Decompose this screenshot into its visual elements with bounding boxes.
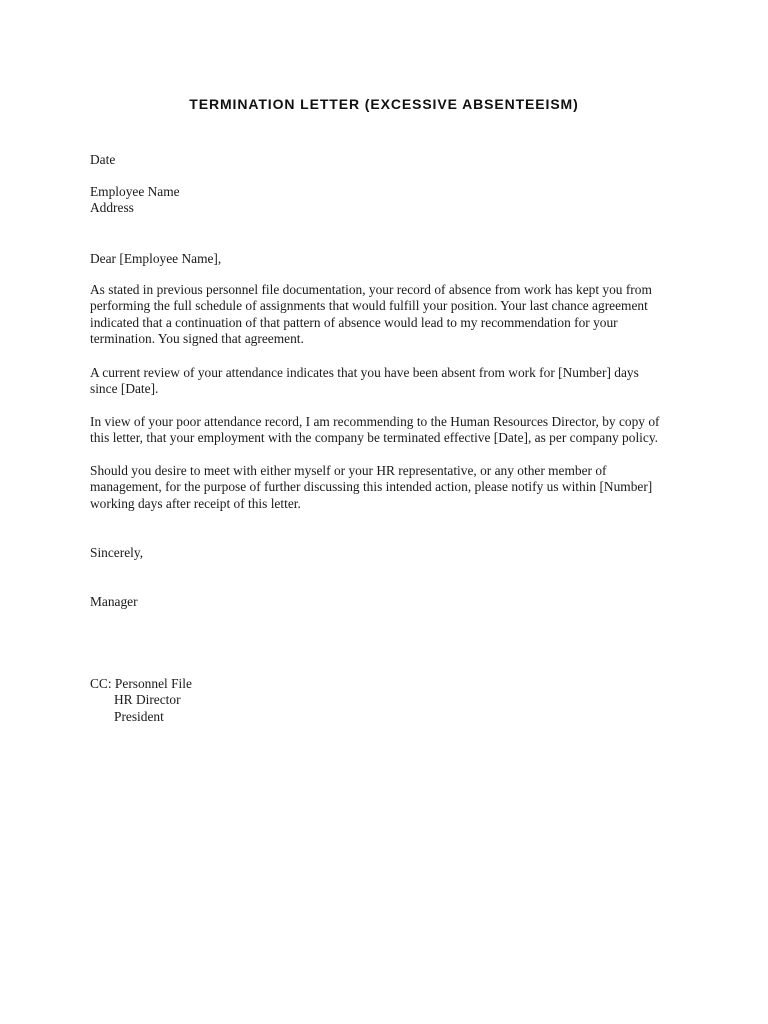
paragraph-absence-record <box>90 282 690 347</box>
paragraph-line: working days after receipt of this letter. <box>90 495 301 511</box>
paragraph-line: termination. You signed that agreement. <box>90 330 304 346</box>
letter-date: Date <box>90 152 116 167</box>
closing: Sincerely, <box>90 545 144 560</box>
paragraph-line: Should you desire to meet with either myself or your HR representative, or any other member of <box>90 463 607 478</box>
signature-name: Manager <box>90 594 138 609</box>
paragraph-line: this letter, that your employment with the company be terminated effective [Date], as per company policy. <box>90 430 659 446</box>
salutation: Dear [Employee Name], <box>90 251 222 266</box>
cc-item: President <box>114 708 164 724</box>
cc-item: CC: Personnel File <box>90 676 192 691</box>
paragraph-attendance-review <box>90 365 690 398</box>
cc-list <box>90 676 690 725</box>
paragraph-line: performing the full schedule of assignments that would fulfill your position. Your last chance agreement <box>90 298 648 314</box>
paragraph-line: management, for the purpose of further discussing this intended action, please notify us within [Number] <box>90 479 653 495</box>
paragraph-line: indicated that a continuation of that pattern of absence would lead to my recommendation for your <box>90 314 618 330</box>
cc-item: HR Director <box>114 692 181 708</box>
recipient-block <box>90 184 690 217</box>
paragraph-line: In view of your poor attendance record, I am recommending to the Human Resources Director, by copy of <box>90 414 660 429</box>
recipient-address: Address <box>90 200 134 216</box>
letter-title: TERMINATION LETTER (EXCESSIVE ABSENTEEISM) <box>189 96 579 112</box>
paragraph-line: since [Date]. <box>90 381 159 397</box>
recipient-name: Employee Name <box>90 184 180 199</box>
paragraph-recommendation <box>90 414 690 447</box>
paragraph-line: As stated in previous personnel file documentation, your record of absence from work has kept you from <box>90 282 652 297</box>
paragraph-line: A current review of your attendance indicates that you have been absent from work for [Number] days <box>90 365 639 380</box>
paragraph-meeting-request <box>90 463 690 512</box>
